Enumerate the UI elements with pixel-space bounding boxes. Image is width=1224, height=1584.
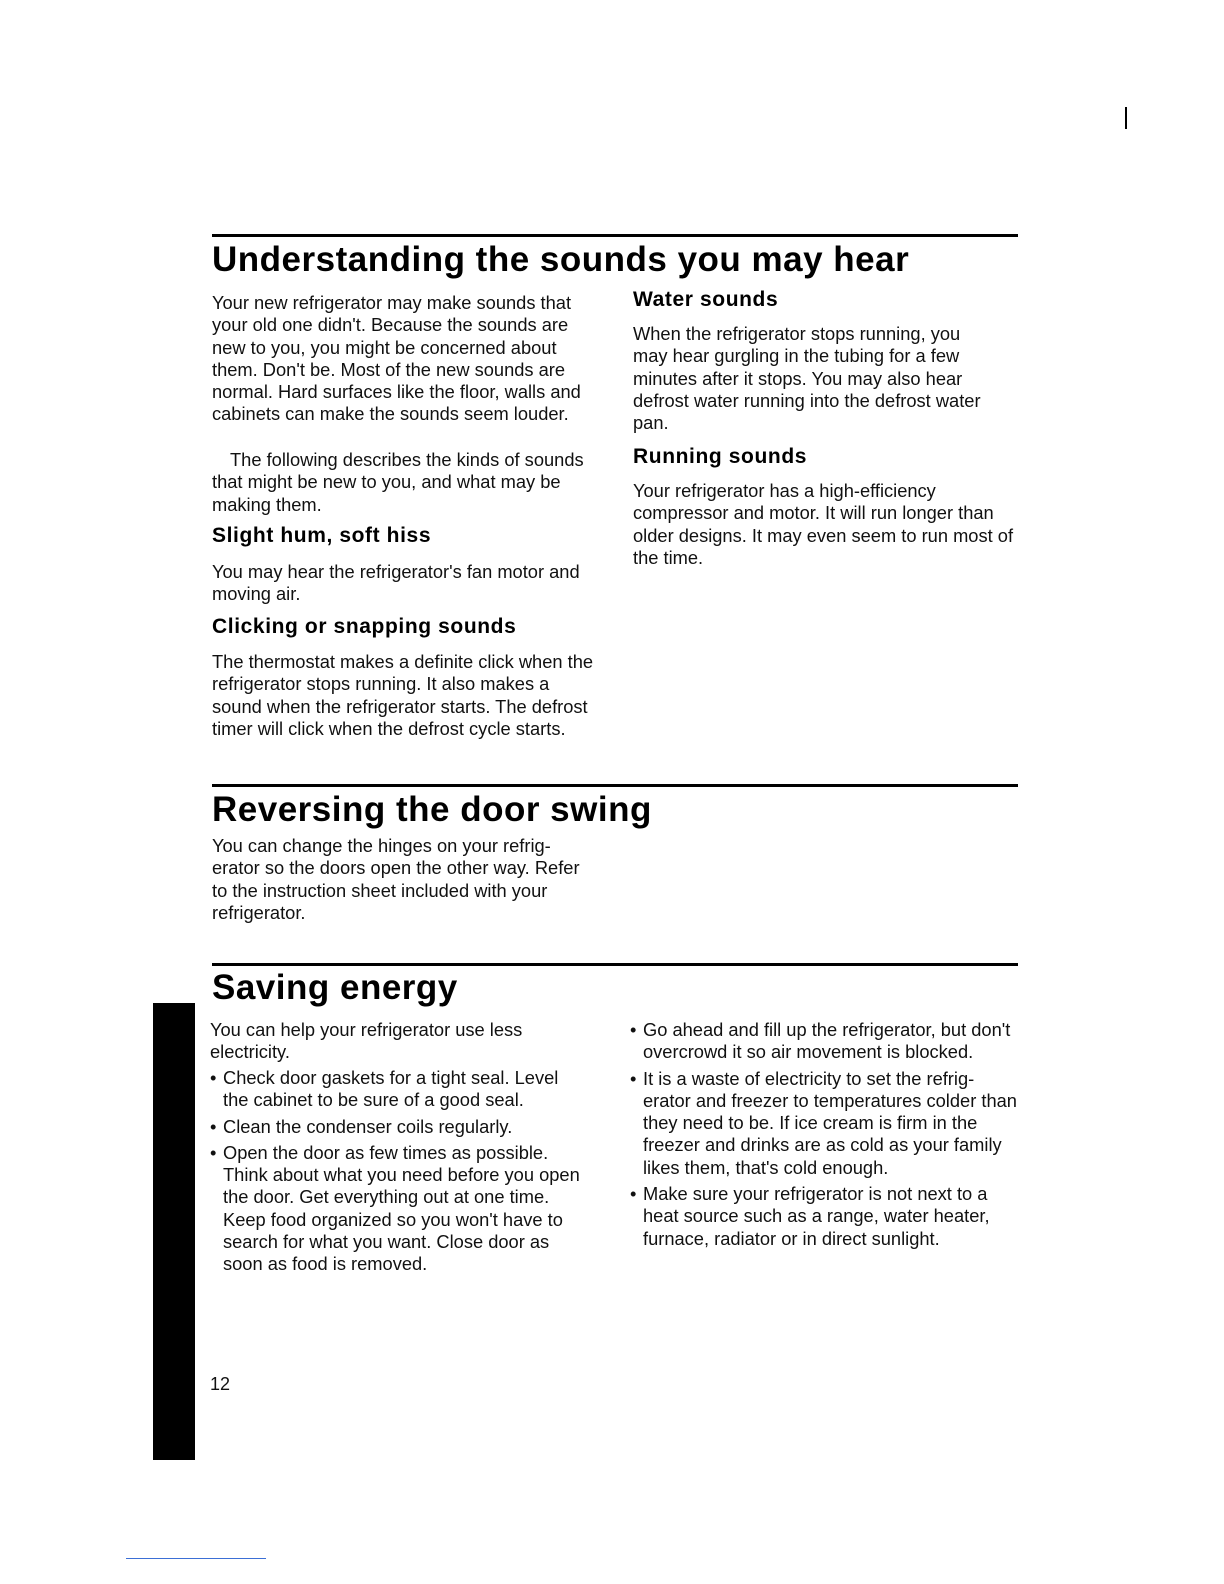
section-title-energy: Saving energy [212, 968, 458, 1007]
bullet-item: • Clean the condenser coils regularly. [210, 1116, 588, 1138]
subheading-clicking: Clicking or snapping sounds [212, 615, 517, 638]
page-number: 12 [210, 1374, 231, 1394]
subheading-water: Water sounds [633, 288, 779, 311]
section-rule-door [212, 784, 1018, 787]
bullet-item: • Go ahead and fill up the refrigerator, but don't overcrowd it so air movement is blocked. [630, 1019, 1020, 1064]
bullet-item: • Make sure your refrigerator is not next to a heat source such as a range, water heater, furnace, radiator or in direct sunlight. [630, 1183, 1020, 1250]
section-rule-sounds [212, 234, 1018, 237]
thumb-tab-bar [153, 1003, 195, 1460]
running-paragraph: Your refrigerator has a high-efficiency compressor and motor. It will run longer than older designs. It may even seem to run most of the time. [633, 480, 1014, 568]
bottom-edge-line [126, 1558, 266, 1559]
sounds-intro-paragraph: Your new refrigerator may make sounds that your old one didn't. Because the sounds are new to you, you might be concerned about them. Don't be. Most of the new sounds are normal. Hard surfaces like the floor, walls and cabinets can make the sounds seem louder. [212, 292, 581, 425]
bullet-item: • Check door gaskets for a tight seal. Level the cabinet to be sure of a good seal. [210, 1067, 588, 1112]
sounds-intro-paragraph-2: The following describes the kinds of sounds that might be new to you, and what may be making them. [212, 449, 584, 515]
section-rule-energy [212, 963, 1018, 966]
subheading-hum: Slight hum, soft hiss [212, 524, 432, 547]
subheading-running: Running sounds [633, 445, 808, 468]
clicking-paragraph: The thermostat makes a definite click when the refrigerator stops running. It also makes a sound when the refrigerator starts. The defrost timer will click when the defrost cycle starts. [212, 651, 594, 739]
energy-intro-paragraph: You can help your refrigerator use less electricity. [210, 1019, 523, 1063]
energy-bullets-left [210, 1067, 588, 1280]
section-title-door: Reversing the door swing [212, 790, 652, 829]
bullet-item: • Open the door as few times as possible. Think about what you need before you open the door. Get everything out at one time. Keep food organized so you won't have to search for what you want. Close door as soon as food is removed. [210, 1142, 588, 1276]
water-paragraph: When the refrigerator stops running, you may hear gurgling in the tubing for a few minutes after it stops. You may also hear defrost water running into the defrost water pan. [633, 323, 981, 434]
bullet-item: • It is a waste of electricity to set the refrig-erator and freezer to temperatures colder than they need to be. If ice cream is firm in the freezer and drinks are as cold as your family likes them, that's cold enough. [630, 1068, 1020, 1179]
corner-mark [1125, 107, 1127, 129]
hum-paragraph: You may hear the refrigerator's fan motor and moving air. [212, 561, 580, 605]
section-title-sounds: Understanding the sounds you may hear [212, 240, 910, 279]
door-paragraph: You can change the hinges on your refrig-erator so the doors open the other way. Refer to the instruction sheet included with your refrigerator. [212, 835, 580, 923]
energy-bullets-right [630, 1019, 1020, 1254]
